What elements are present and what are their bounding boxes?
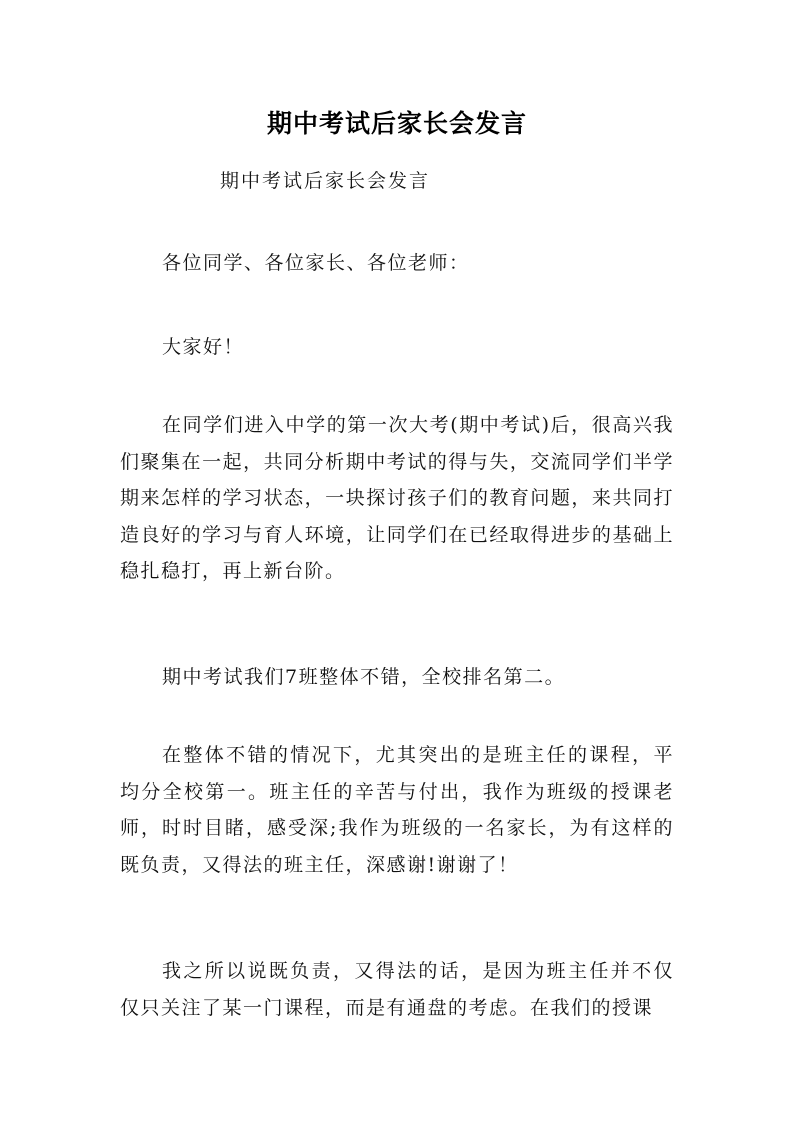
document-subtitle: 期中考试后家长会发言 (220, 170, 431, 192)
paragraph-intro: 在同学们进入中学的第一次大考(期中考试)后，很高兴我们聚集在一起，共同分析期中考试的得与失，交流同学们半学期来怎样的学习状态，一块探讨孩子们的教育问题，来共同打造良好的学习与育人环境，让同学们在已经取得进步的基础上稳扎稳打，再上新台阶。 (120, 414, 674, 582)
paragraph-ranking: 期中考试我们7班整体不错，全校排名第二。 (162, 666, 566, 688)
paragraph-hello: 大家好！ (162, 336, 245, 358)
paragraph-greeting: 各位同学、各位家长、各位老师： (162, 252, 470, 274)
paragraph-reason: 我之所以说既负责，又得法的话，是因为班主任并不仅仅只关注了某一门课程，而是有通盘的考虑。在我们的授课 (120, 960, 674, 1019)
document-title: 期中考试后家长会发言 (266, 109, 527, 138)
paragraph-head-teacher: 在整体不错的情况下，尤其突出的是班主任的课程，平均分全校第一。班主任的辛苦与付出，我作为班级的授课老师，时时目睹，感受深;我作为班级的一名家长，为有这样的既负责，又得法的班主任，深感谢!谢谢了！ (120, 744, 674, 876)
